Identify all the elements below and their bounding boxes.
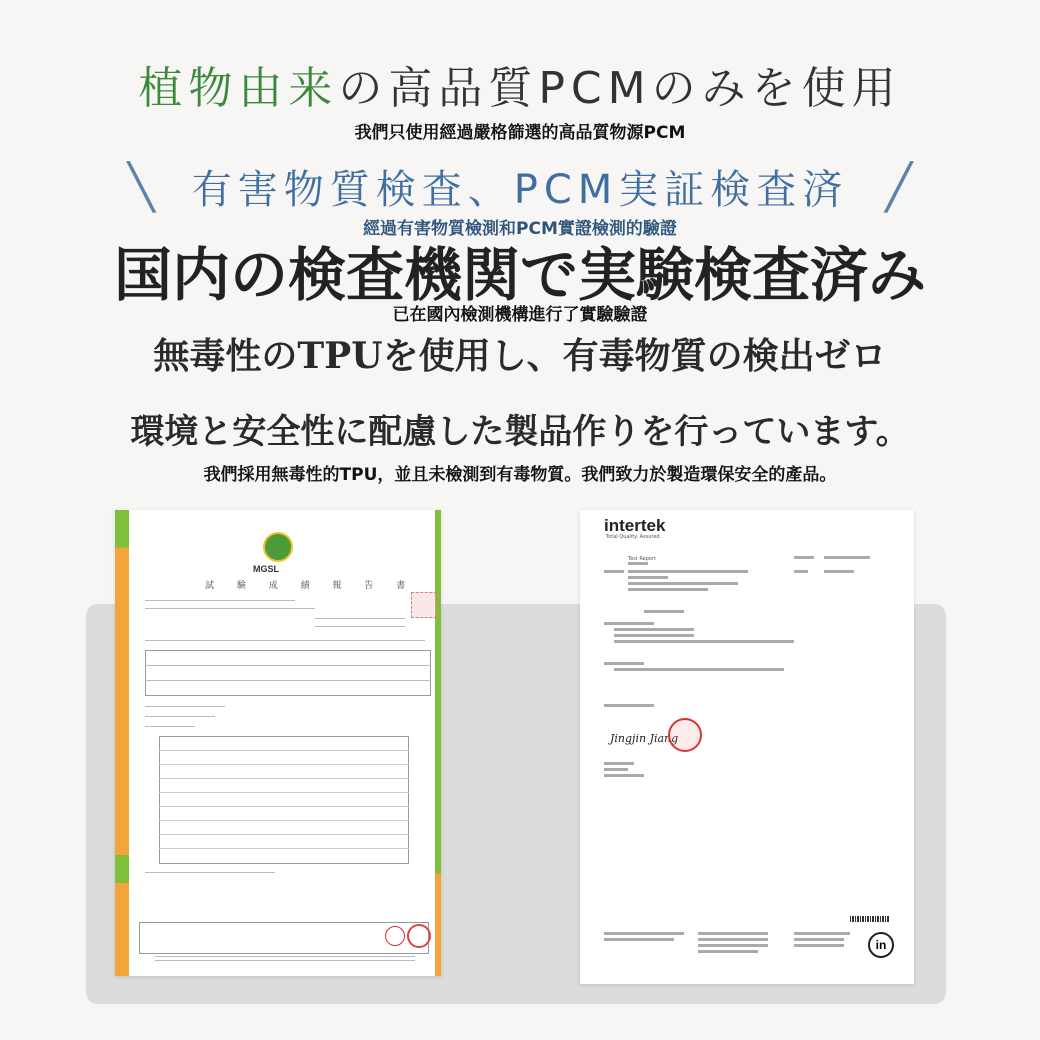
headline-plant-derived: 植物由来の高品質PCMのみを使用 <box>138 63 902 114</box>
barcode <box>850 916 890 922</box>
subtitle-inspection: 經過有害物質檢測和PCM實證檢測的驗證 <box>363 219 677 239</box>
mgsl-test-report <box>115 510 441 976</box>
headline-domestic-lab: 国内の検査機関で実験検査済み <box>113 241 926 309</box>
subtitle-domestic-lab: 已在國內檢測機構進行了實驗驗證 <box>392 305 648 325</box>
square-stamp <box>411 592 437 618</box>
subtitle-environment-safety: 我們採用無毒性的TPU，並且未檢測到有毒物質。我們致力於製造環保安全的產品。 <box>203 465 837 485</box>
result-table <box>159 736 409 864</box>
round-stamp-small <box>385 926 405 946</box>
inspection-banner <box>130 158 910 214</box>
signature: Jingjin Jiang <box>610 732 679 745</box>
round-stamp <box>407 924 431 948</box>
headline-inspection: 有害物質検査、PCM実証検査済 <box>191 167 849 213</box>
headline-environment-safety: 環境と安全性に配慮した製品作りを行っています。 <box>130 412 910 452</box>
sample-info-table <box>145 650 431 696</box>
subtitle-plant-derived: 我們只使用經過嚴格篩選的高品質物源PCM <box>354 123 686 143</box>
headline-non-toxic-tpu: 無毒性のTPUを使用し、有毒物質の検出ゼロ <box>153 335 887 377</box>
intertek-in-logo-icon: in <box>868 932 894 958</box>
report-title: 試 験 成 績 報 告 書 <box>205 581 416 591</box>
intertek-logo: intertek <box>604 516 666 535</box>
intertek-test-report <box>580 510 914 984</box>
right-color-stripe <box>435 510 441 976</box>
left-slash-decoration: ╲ <box>128 162 155 213</box>
mgsl-logo-icon <box>263 532 293 562</box>
report-label: Test Report <box>628 556 657 562</box>
mgsl-logo-text: MGSL <box>253 564 279 574</box>
left-color-stripe <box>115 510 129 976</box>
intertek-tagline: Total Quality. Assured. <box>606 534 662 540</box>
red-seal-stamp <box>668 718 702 752</box>
right-slash-decoration: ╱ <box>885 162 912 213</box>
